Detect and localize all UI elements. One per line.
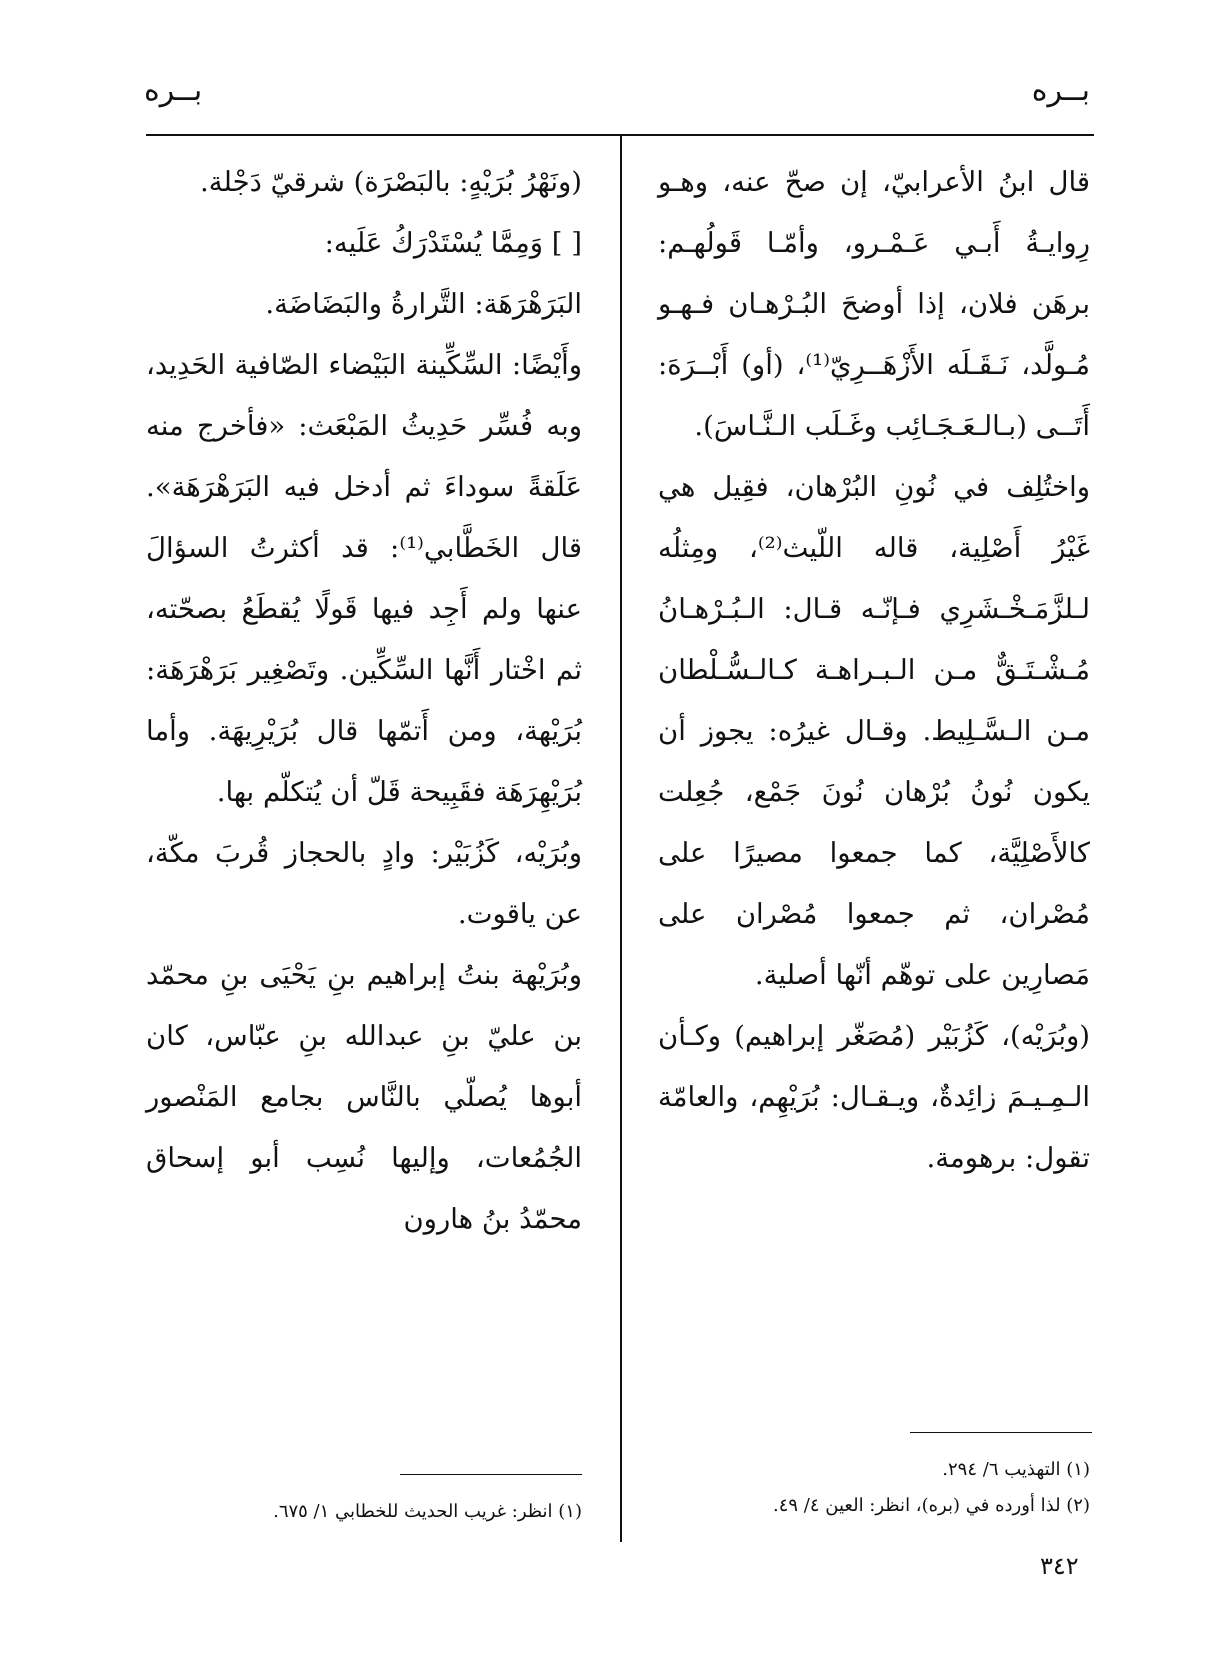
footnote-rule-right: [910, 1432, 1092, 1433]
column-divider: [620, 136, 622, 1542]
footnote-rule-left: [400, 1474, 582, 1475]
footnotes-right: [660, 1452, 1090, 1524]
left-paragraph-3: البَرَهْرَهَة: التَّرارةُ والبَضَاضَة.: [265, 288, 582, 320]
left-paragraph-1: (ونَهْرُ بُرَيْهٍ: بالبَصْرَة) شرقيّ دَجْلة.: [200, 166, 582, 198]
right-paragraph-2: واختُلِف في نُونِ البُرْهان، فقِيل هي غَيْرُ أَصْلِية، قاله اللّيث⁽²⁾، ومِثلُه لـلزَّمَـخْـشَرِي فـإنّـه قـال: الـبُـرْهـانُ مُـشْـتَـقٌّ مـن الـبـراهـة كـالـسُّـلْطان مـن الـسَّـلِيط. وقـال غيرُه: يجوز أن يكون نُونُ بُرْهان نُونَ جَمْع، جُعِلت كالأَصْلِيَّة، كما جمعوا مصيرًا على مُصْران، ثم جمعوا مُصْران على مَصارِين على توهّم أنّها أصلية.: [658, 471, 1091, 991]
left-column: [146, 152, 582, 1250]
page-number: ٣٤٢: [1040, 1552, 1079, 1580]
footnote-right-2: (٢) لذا أورده في (بره)، انظر: العين ٤/ ٤٩.: [773, 1495, 1090, 1516]
right-paragraph-3: (وبُرَيْه)، كَزُبَيْر (مُصَغّر إبراهيم) وكـأن الـمِـيـمَ زائِدةٌ، ويـقـال: بُرَيْهِم، والعامّة تقول: برهومة.: [658, 1020, 1090, 1174]
running-header-right: بــره: [1031, 73, 1090, 108]
footnote-right-1: (١) التهذيب ٦/ ٢٩٤.: [942, 1459, 1090, 1480]
left-paragraph-6: وبُرَيْهة بنتُ إبراهيم بنِ يَحْيَى بنِ محمّد بن عليّ بنِ عبدالله بنِ عبّاس، كان أبوها يُصلّي بالنَّاس بجامع المَنْصور الجُمُعات، وإليها نُسِب أبو إسحاق محمّدُ بنُ هارون: [146, 959, 582, 1235]
footnotes-left: [146, 1494, 582, 1530]
right-column: [658, 152, 1090, 1189]
left-paragraph-5: وبُرَيْه، كَزُبَيْر: وادٍ بالحجاز قُربَ مكّة، عن ياقوت.: [146, 837, 582, 930]
right-paragraph-1: قال ابنُ الأعرابيّ، إن صحّ عنه، وهـو رِوايـةُ أَبـي عَـمْـرو، وأمّـا قَولُهـم: برهَن فلان، إذا أوضحَ البُـرْهـان فـهـو مُـولَّد، نَـقَـلَه الأَزْهَــرِيّ⁽¹⁾، (أو) أَبْــرَهَ: أَتَــى (بـالـعَـجَـائِب وغَـلَب الـنَّـاسَ).: [658, 166, 1090, 442]
footnote-left-1: (١) انظر: غريب الحديث للخطابي ١/ ٦٧٥.: [273, 1501, 582, 1522]
running-header-left: بــره: [144, 73, 203, 108]
left-paragraph-2: [ ] وَمِمَّا يُسْتَدْرَكُ عَلَيه:: [324, 227, 582, 259]
left-paragraph-4: وأَيْضًا: السِّكِّينة البَيْضاء الصّافية الحَدِيد، وبه فُسِّر حَدِيثُ المَبْعَث: «فأخرج منه عَلَقةً سوداءَ ثم أدخل فيه البَرَهْرَهَة». قال الخَطَّابي⁽¹⁾: قد أكثرتُ السؤالَ عنها ولم أَجِد فيها قَولًا يُقطَعُ بصحّته، ثم اخْتار أَنَّها السِّكِّين. وتَصْغِير بَرَهْرَهَة: بُرَيْهة، ومن أَتمّها قال بُرَيْرِيهَة. وأما بُرَيْهِرَهَة فقَبِيحة قَلّ أن يُتكلّم بها.: [146, 349, 582, 808]
